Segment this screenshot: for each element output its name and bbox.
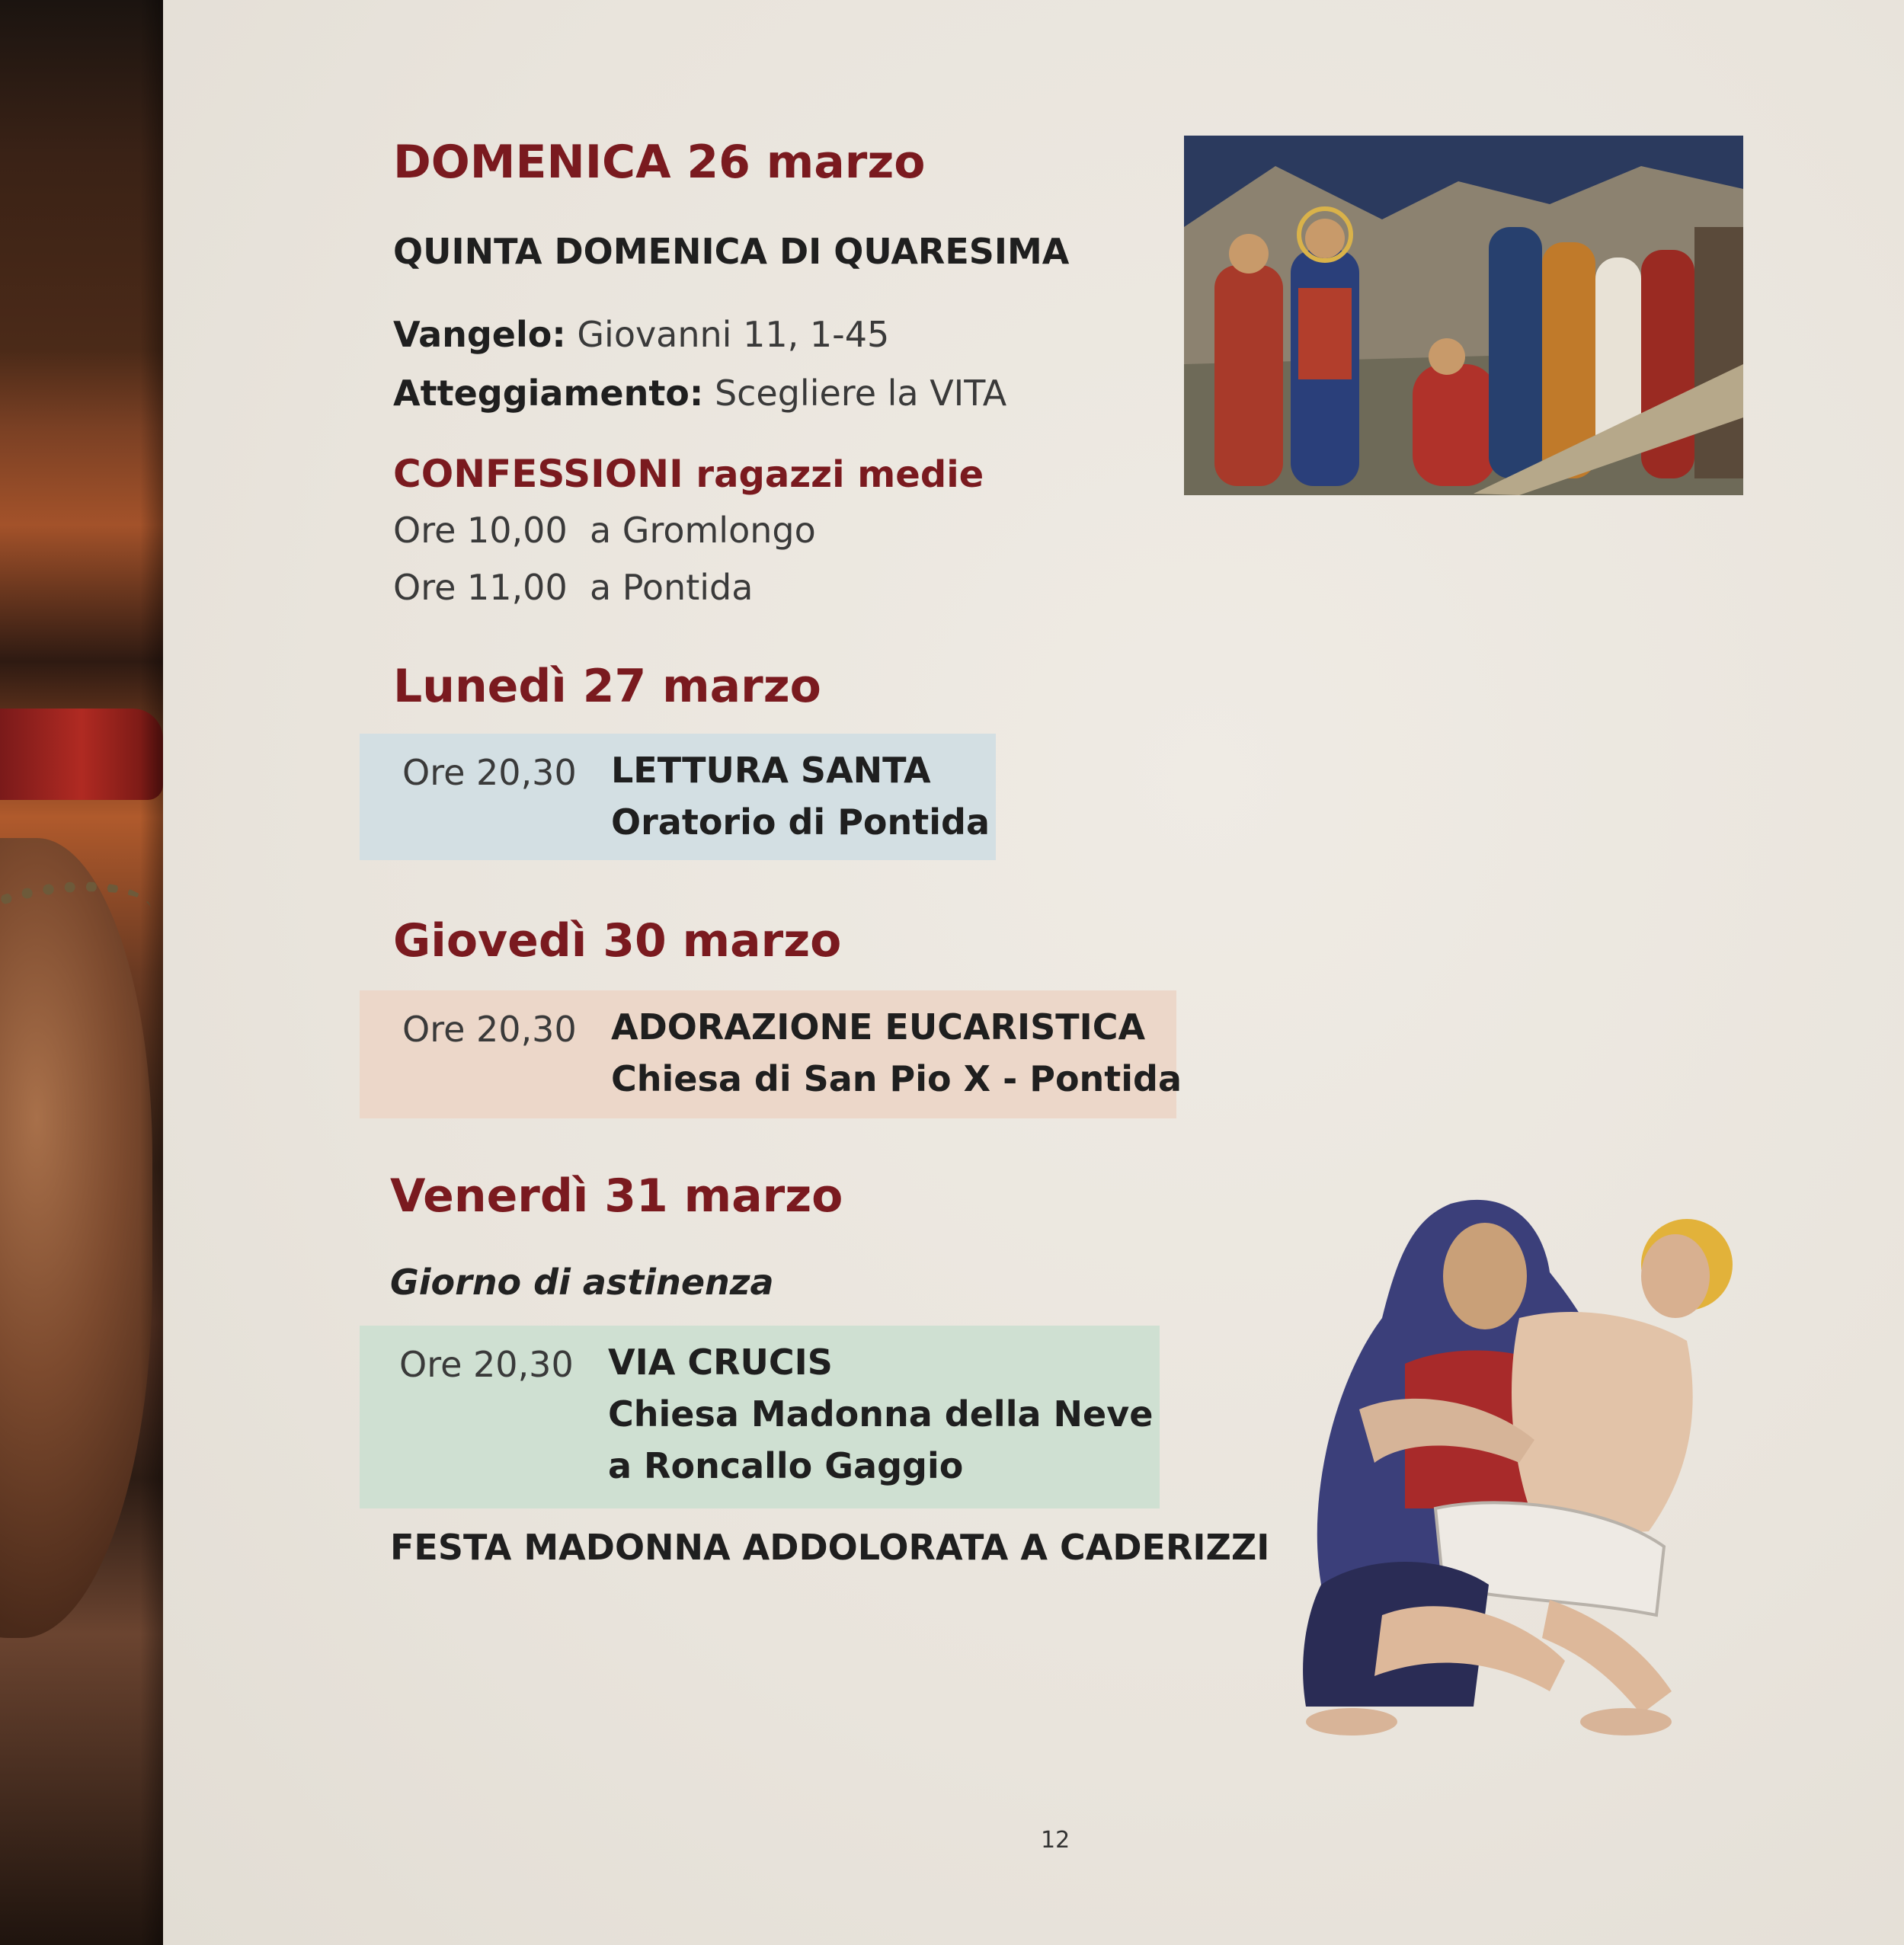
place-value: a Pontida [589, 567, 754, 608]
event-place: Oratorio di Pontida [611, 801, 990, 843]
heading-domenica: DOMENICA 26 marzo [393, 136, 926, 189]
heading-giovedi: Giovedì 30 marzo [393, 914, 842, 968]
vangelo-value: Giovanni 11, 1-45 [577, 314, 890, 355]
atteggiamento-line [393, 373, 1006, 414]
confessioni-label: CONFESSIONI [393, 452, 683, 496]
booklet-page [163, 0, 1904, 1945]
page-gutter-shadow [140, 0, 163, 1945]
event-title: ADORAZIONE EUCARISTICA [611, 1006, 1146, 1048]
event-time: Ore 20,30 [402, 1009, 577, 1050]
confessioni-time-2 [393, 567, 753, 608]
fresco-raising-of-lazarus-image [1184, 136, 1743, 495]
pieta-fresco-image [1291, 1188, 1763, 1737]
atteggiamento-label: Atteggiamento: [393, 373, 704, 414]
event-place-line1: Chiesa Madonna della Neve [608, 1393, 1154, 1435]
event-place-line2: a Roncallo Gaggio [608, 1445, 964, 1486]
event-box-giovedi [360, 990, 1182, 1118]
time-value: Ore 10,00 [393, 510, 568, 551]
painting-red-cloth [0, 709, 163, 800]
event-title: LETTURA SANTA [611, 750, 931, 791]
confessioni-line [393, 452, 984, 496]
event-place: Chiesa di San Pio X - Pontida [611, 1058, 1182, 1099]
heading-venerdi: Venerdì 31 marzo [390, 1169, 843, 1223]
heading-lunedi: Lunedì 27 marzo [393, 660, 821, 713]
event-title: VIA CRUCIS [608, 1342, 833, 1383]
event-box-venerdi [360, 1326, 1160, 1508]
vangelo-label: Vangelo: [393, 314, 566, 355]
atteggiamento-value: Scegliere la VITA [714, 373, 1007, 414]
place-value: a Gromlongo [589, 510, 816, 551]
confessioni-rest: ragazzi medie [696, 453, 984, 496]
page-number: 12 [1041, 1827, 1070, 1854]
adjacent-page-painting [0, 0, 163, 1945]
vangelo-line [393, 314, 889, 355]
event-time: Ore 20,30 [402, 752, 577, 793]
subtitle-quaresima: QUINTA DOMENICA DI QUARESIMA [393, 231, 1070, 272]
time-value: Ore 11,00 [393, 567, 568, 608]
astinenza-note: Giorno di astinenza [390, 1262, 774, 1303]
event-time: Ore 20,30 [399, 1344, 574, 1385]
event-box-lunedi [360, 734, 996, 860]
confessioni-time-1 [393, 510, 816, 551]
festa-line: FESTA MADONNA ADDOLORATA A CADERIZZI [390, 1527, 1270, 1568]
